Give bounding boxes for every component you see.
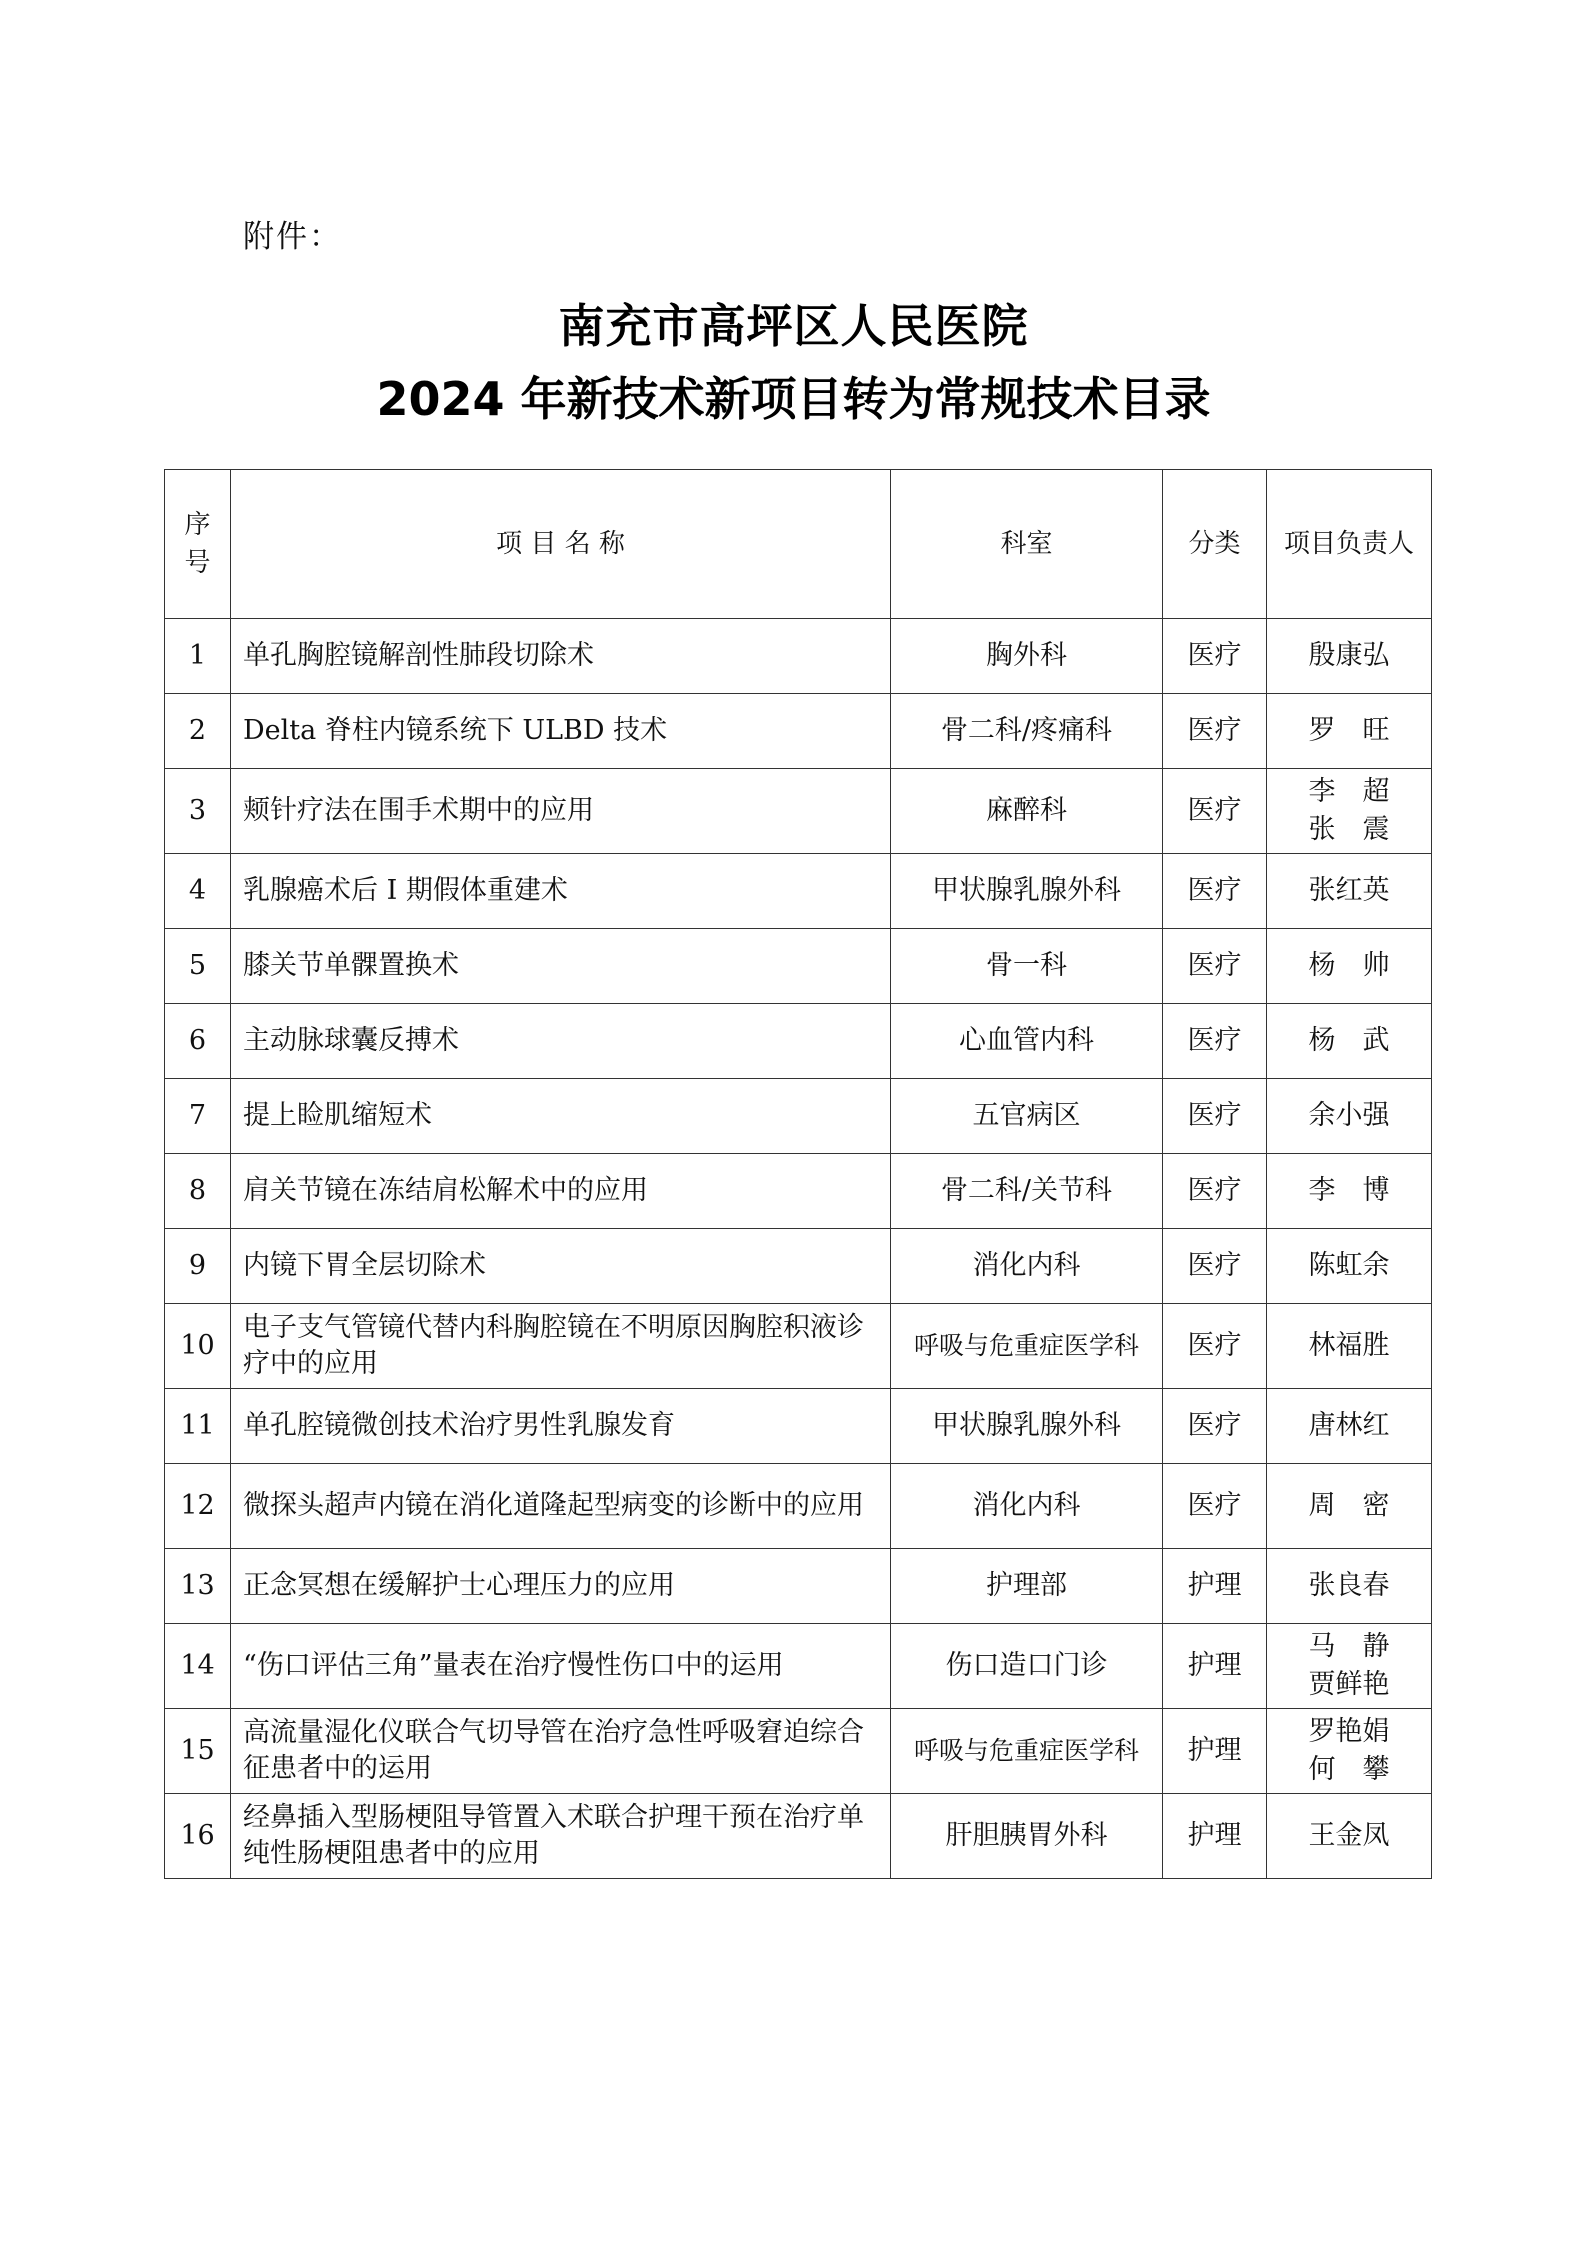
header-category: 分类 <box>1163 470 1267 619</box>
row-category: 医疗 <box>1163 1304 1267 1389</box>
table-row <box>165 619 1432 694</box>
row-owner <box>1267 1794 1432 1879</box>
technology-catalog-table <box>164 469 1432 1879</box>
row-owner <box>1267 1549 1432 1624</box>
table-row <box>165 1154 1432 1229</box>
row-category: 护理 <box>1163 1549 1267 1624</box>
row-project-name: 主动脉球囊反搏术 <box>231 1004 891 1079</box>
row-number: 9 <box>165 1229 231 1304</box>
row-category: 医疗 <box>1163 854 1267 929</box>
row-owner <box>1267 1154 1432 1229</box>
row-project-name: 电子支气管镜代替内科胸腔镜在不明原因胸腔积液诊疗中的应用 <box>231 1304 891 1389</box>
row-project-name: 单孔胸腔镜解剖性肺段切除术 <box>231 619 891 694</box>
row-category: 护理 <box>1163 1709 1267 1794</box>
owner-name: 王金凤 <box>1308 1820 1390 1851</box>
owner-name: 张良春 <box>1308 1570 1390 1601</box>
row-number: 6 <box>165 1004 231 1079</box>
owner-name: 李 超 <box>1308 776 1390 807</box>
table-row <box>165 854 1432 929</box>
row-number: 12 <box>165 1464 231 1549</box>
row-category: 护理 <box>1163 1794 1267 1879</box>
row-project-name: 乳腺癌术后 I 期假体重建术 <box>231 854 891 929</box>
table-row <box>165 1229 1432 1304</box>
owner-name: 贾鲜艳 <box>1308 1669 1390 1700</box>
row-owner <box>1267 1389 1432 1464</box>
document-title-catalog: 2024 年新技术新项目转为常规技术目录 <box>376 372 1211 426</box>
owner-name: 张 震 <box>1308 814 1390 845</box>
header-serial-number <box>165 470 231 619</box>
row-category: 医疗 <box>1163 1154 1267 1229</box>
table-row <box>165 929 1432 1004</box>
row-owner <box>1267 1304 1432 1389</box>
row-number: 10 <box>165 1304 231 1389</box>
row-department: 呼吸与危重症医学科 <box>891 1709 1163 1794</box>
header-department: 科室 <box>891 470 1163 619</box>
row-department: 胸外科 <box>891 619 1163 694</box>
row-department: 心血管内科 <box>891 1004 1163 1079</box>
row-category: 医疗 <box>1163 1079 1267 1154</box>
row-department: 护理部 <box>891 1549 1163 1624</box>
row-project-name: 提上睑肌缩短术 <box>231 1079 891 1154</box>
row-number: 4 <box>165 854 231 929</box>
table-header-row <box>165 470 1432 619</box>
row-department: 麻醉科 <box>891 769 1163 854</box>
row-project-name: 肩关节镜在冻结肩松解术中的应用 <box>231 1154 891 1229</box>
table-row <box>165 1624 1432 1709</box>
owner-name: 杨 帅 <box>1308 950 1390 981</box>
row-category: 医疗 <box>1163 1004 1267 1079</box>
row-owner <box>1267 694 1432 769</box>
row-owner <box>1267 1464 1432 1549</box>
row-department: 骨一科 <box>891 929 1163 1004</box>
row-project-name: 膝关节单髁置换术 <box>231 929 891 1004</box>
table-row <box>165 1389 1432 1464</box>
row-number: 16 <box>165 1794 231 1879</box>
row-project-name: 正念冥想在缓解护士心理压力的应用 <box>231 1549 891 1624</box>
owner-name: 杨 武 <box>1308 1025 1390 1056</box>
row-number: 7 <box>165 1079 231 1154</box>
owner-name: 殷康弘 <box>1308 640 1390 671</box>
table-row <box>165 1794 1432 1879</box>
row-project-name: 内镜下胃全层切除术 <box>231 1229 891 1304</box>
owner-name: 唐林红 <box>1308 1410 1390 1441</box>
table-row <box>165 1709 1432 1794</box>
row-number: 15 <box>165 1709 231 1794</box>
owner-name: 罗 旺 <box>1308 715 1390 746</box>
row-department: 五官病区 <box>891 1079 1163 1154</box>
table-row <box>165 1304 1432 1389</box>
row-category: 护理 <box>1163 1624 1267 1709</box>
owner-name: 余小强 <box>1308 1100 1390 1131</box>
row-department: 伤口造口门诊 <box>891 1624 1163 1709</box>
row-owner <box>1267 1079 1432 1154</box>
row-department: 甲状腺乳腺外科 <box>891 854 1163 929</box>
owner-name: 周 密 <box>1308 1490 1390 1521</box>
table-row <box>165 1549 1432 1624</box>
header-project-name: 项 目 名 称 <box>231 470 891 619</box>
header-owner: 项目负责人 <box>1267 470 1432 619</box>
row-owner <box>1267 929 1432 1004</box>
row-project-name: Delta 脊柱内镜系统下 ULBD 技术 <box>231 694 891 769</box>
row-project-name: 微探头超声内镜在消化道隆起型病变的诊断中的应用 <box>231 1464 891 1549</box>
owner-name: 陈虹余 <box>1308 1250 1390 1281</box>
row-owner <box>1267 1229 1432 1304</box>
row-project-name: 颊针疗法在围手术期中的应用 <box>231 769 891 854</box>
row-owner <box>1267 619 1432 694</box>
row-category: 医疗 <box>1163 1389 1267 1464</box>
owner-name: 张红英 <box>1308 875 1390 906</box>
row-category: 医疗 <box>1163 694 1267 769</box>
row-number: 11 <box>165 1389 231 1464</box>
table-row <box>165 1004 1432 1079</box>
row-category: 医疗 <box>1163 769 1267 854</box>
attachment-label: 附件： <box>243 219 342 255</box>
row-owner <box>1267 1709 1432 1794</box>
header-serial-a: 序 <box>184 510 211 540</box>
row-category: 医疗 <box>1163 619 1267 694</box>
table-row <box>165 694 1432 769</box>
table-row <box>165 1464 1432 1549</box>
row-department: 呼吸与危重症医学科 <box>891 1304 1163 1389</box>
row-number: 14 <box>165 1624 231 1709</box>
owner-name: 李 博 <box>1308 1175 1390 1206</box>
document-title-hospital: 南充市高坪区人民医院 <box>558 299 1029 353</box>
row-department: 甲状腺乳腺外科 <box>891 1389 1163 1464</box>
owner-name: 马 静 <box>1308 1631 1390 1662</box>
row-owner <box>1267 769 1432 854</box>
table-row <box>165 769 1432 854</box>
row-project-name: 单孔腔镜微创技术治疗男性乳腺发育 <box>231 1389 891 1464</box>
row-department: 消化内科 <box>891 1229 1163 1304</box>
table-row <box>165 1079 1432 1154</box>
row-department: 骨二科/关节科 <box>891 1154 1163 1229</box>
row-number: 8 <box>165 1154 231 1229</box>
row-department: 消化内科 <box>891 1464 1163 1549</box>
row-number: 2 <box>165 694 231 769</box>
owner-name: 罗艳娟 <box>1308 1716 1390 1747</box>
row-project-name: 高流量湿化仪联合气切导管在治疗急性呼吸窘迫综合征患者中的运用 <box>231 1709 891 1794</box>
row-project-name: 经鼻插入型肠梗阻导管置入术联合护理干预在治疗单纯性肠梗阻患者中的应用 <box>231 1794 891 1879</box>
row-number: 3 <box>165 769 231 854</box>
row-department: 骨二科/疼痛科 <box>891 694 1163 769</box>
row-department: 肝胆胰胃外科 <box>891 1794 1163 1879</box>
row-owner <box>1267 854 1432 929</box>
header-serial-b: 号 <box>184 548 211 578</box>
row-category: 医疗 <box>1163 1464 1267 1549</box>
row-owner <box>1267 1004 1432 1079</box>
row-category: 医疗 <box>1163 929 1267 1004</box>
row-number: 5 <box>165 929 231 1004</box>
row-category: 医疗 <box>1163 1229 1267 1304</box>
row-number: 13 <box>165 1549 231 1624</box>
owner-name: 何 攀 <box>1308 1754 1390 1785</box>
owner-name: 林福胜 <box>1308 1330 1390 1361</box>
row-owner <box>1267 1624 1432 1709</box>
row-number: 1 <box>165 619 231 694</box>
row-project-name: “伤口评估三角”量表在治疗慢性伤口中的运用 <box>231 1624 891 1709</box>
